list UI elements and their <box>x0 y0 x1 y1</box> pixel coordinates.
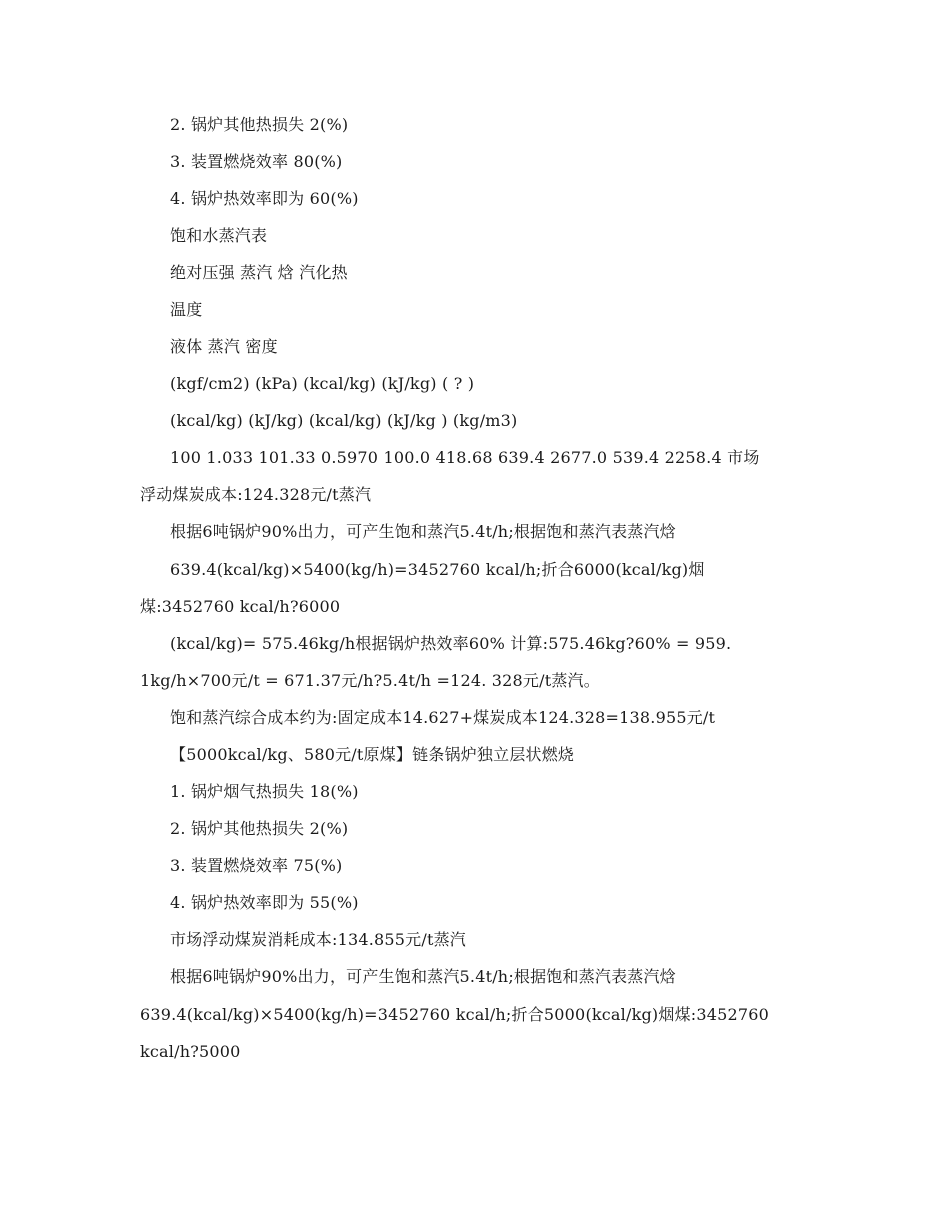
text-line: 1. 锅炉烟气热损失 18(%) <box>170 782 359 801</box>
text-line: 639.4(kcal/kg)×5400(kg/h)=3452760 kcal/h;折合6000(kcal/kg)烟 <box>170 560 705 579</box>
table-data-line: 100 1.033 101.33 0.5970 100.0 418.68 639.4 2677.0 539.4 2258.4 市场 <box>170 448 760 467</box>
text-line: 浮动煤炭成本:124.328元/t蒸汽 <box>140 485 372 504</box>
text-line: 煤:3452760 kcal/h?6000 <box>140 597 341 616</box>
text-line: 市场浮动煤炭消耗成本:134.855元/t蒸汽 <box>170 930 466 949</box>
table-header-line: 液体 蒸汽 密度 <box>170 337 278 356</box>
table-units-line: (kgf/cm2) (kPa) (kcal/kg) (kJ/kg) ( ? ) <box>170 374 475 393</box>
text-line: 639.4(kcal/kg)×5400(kg/h)=3452760 kcal/h;折合5000(kcal/kg)烟煤:3452760 <box>140 1005 770 1024</box>
text-line: 1kg/h×700元/t = 671.37元/h?5.4t/h =124. 328元/t蒸汽。 <box>140 671 600 690</box>
table-header-line: 温度 <box>170 300 203 319</box>
text-line: 饱和蒸汽综合成本约为:固定成本14.627+煤炭成本124.328=138.955元/t <box>170 708 716 727</box>
text-line: 2. 锅炉其他热损失 2(%) <box>170 115 349 134</box>
table-header-line: 绝对压强 蒸汽 焓 汽化热 <box>170 263 348 282</box>
text-line: (kcal/kg)= 575.46kg/h根据锅炉热效率60% 计算:575.46kg?60% = 959. <box>170 634 732 653</box>
text-line: kcal/h?5000 <box>140 1042 241 1061</box>
text-line: 3. 装置燃烧效率 75(%) <box>170 856 343 875</box>
text-line: 4. 锅炉热效率即为 55(%) <box>170 893 359 912</box>
text-line: 2. 锅炉其他热损失 2(%) <box>170 819 349 838</box>
text-line: 根据6吨锅炉90%出力，可产生饱和蒸汽5.4t/h;根据饱和蒸汽表蒸汽焓 <box>170 522 676 541</box>
section-heading: 饱和水蒸汽表 <box>170 226 268 245</box>
text-line: 4. 锅炉热效率即为 60(%) <box>170 189 359 208</box>
text-line: 根据6吨锅炉90%出力，可产生饱和蒸汽5.4t/h;根据饱和蒸汽表蒸汽焓 <box>170 967 676 986</box>
table-units-line: (kcal/kg) (kJ/kg) (kcal/kg) (kJ/kg ) (kg/m3) <box>170 411 518 430</box>
text-line: 3. 装置燃烧效率 80(%) <box>170 152 343 171</box>
section-heading: 【5000kcal/kg、580元/t原煤】链条锅炉独立层状燃烧 <box>170 745 575 764</box>
